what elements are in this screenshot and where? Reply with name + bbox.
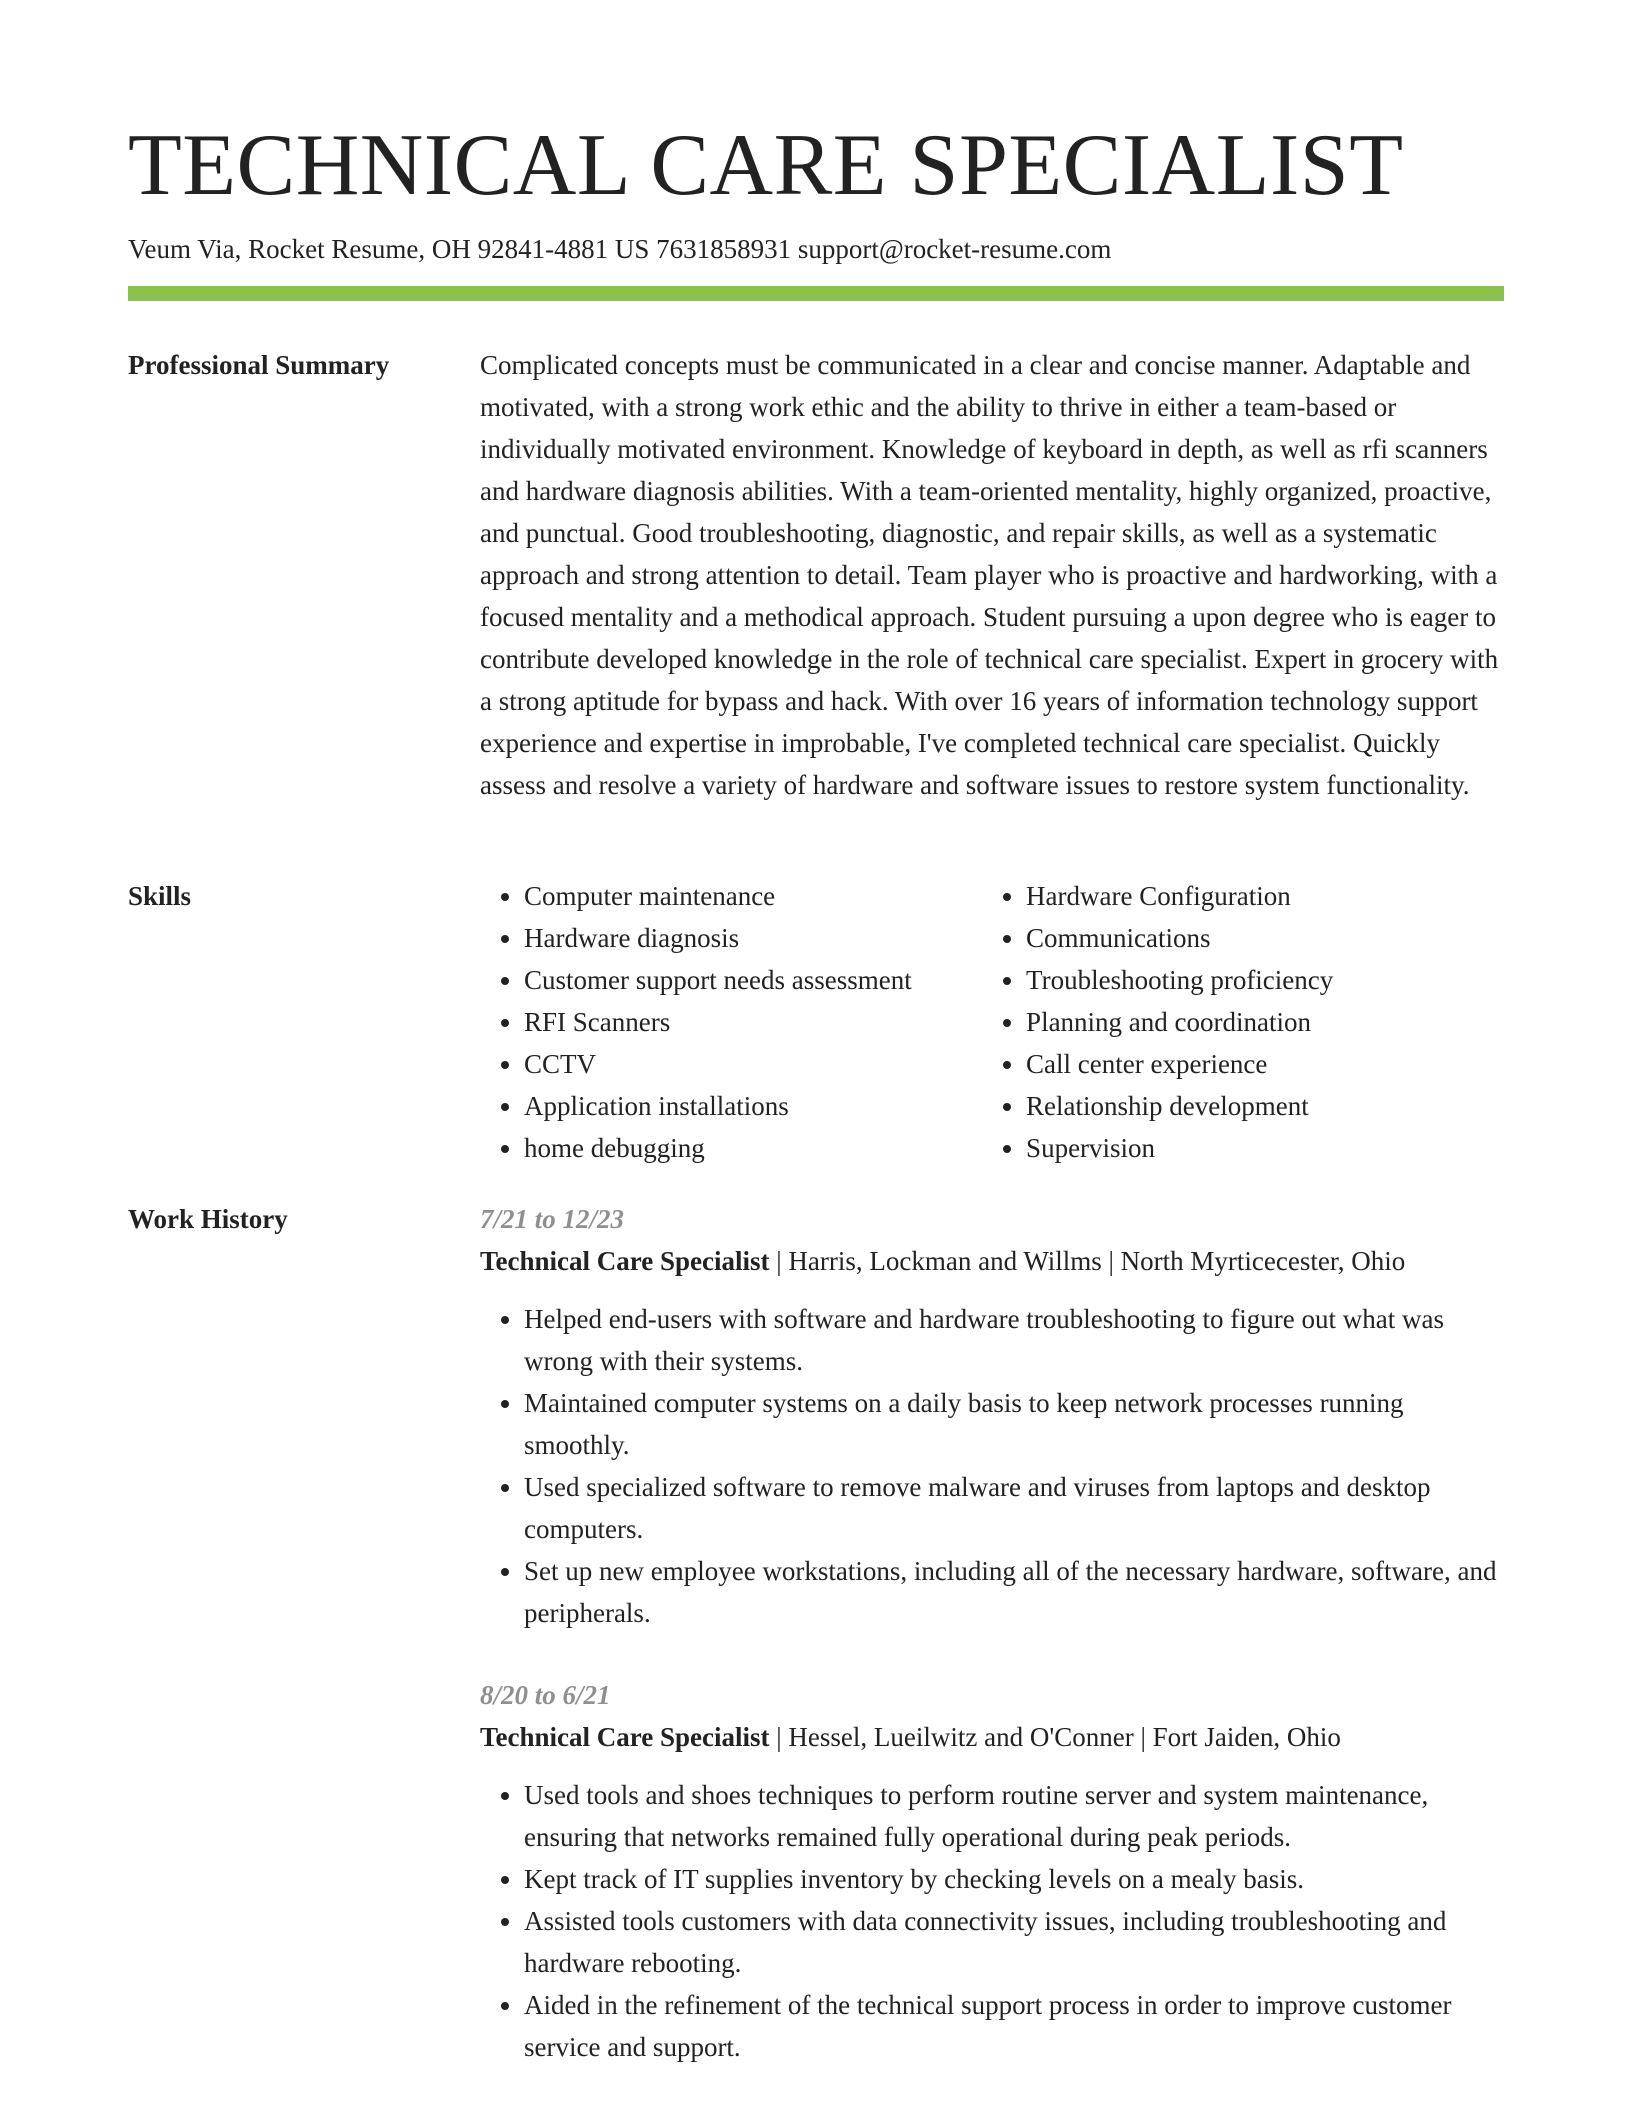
work-history-body bbox=[480, 1198, 1504, 2068]
job-bullets bbox=[480, 1298, 1504, 1634]
skill-item: • Call center experience bbox=[1026, 1043, 1504, 1085]
summary-body bbox=[480, 344, 1504, 806]
job-title: Technical Care Specialist bbox=[480, 1246, 770, 1276]
job-heading: Technical Care Specialist | Harris, Lockman and Willms | North Myrticecester, Ohio bbox=[480, 1246, 1406, 1276]
skills-body bbox=[480, 875, 1504, 1169]
contact-phone: 7631858931 bbox=[656, 234, 792, 264]
job-bullet: • Used tools and shoes techniques to perform routine server and system maintenance, ensuring that networks remained fully operational during peak periods. bbox=[524, 1774, 1504, 1858]
job-bullet: • Aided in the refinement of the technical support process in order to improve customer service and support. bbox=[524, 1984, 1504, 2068]
skill-item: • Planning and coordination bbox=[1026, 1001, 1504, 1043]
job-bullets bbox=[480, 1774, 1504, 2068]
job-dates: 8/20 to 6/21 bbox=[480, 1680, 611, 1710]
job-bullet: • Assisted tools customers with data connectivity issues, including troubleshooting and hardware rebooting. bbox=[524, 1900, 1504, 1984]
skill-item: • Customer support needs assessment bbox=[524, 959, 982, 1001]
job-bullet: • Used specialized software to remove malware and viruses from laptops and desktop computers. bbox=[524, 1466, 1504, 1550]
skills-list-left bbox=[480, 875, 982, 1169]
skill-item: • RFI Scanners bbox=[524, 1001, 982, 1043]
summary-heading: Professional Summary bbox=[128, 350, 390, 380]
job-bullet: • Maintained computer systems on a daily basis to keep network processes running smoothly. bbox=[524, 1382, 1504, 1466]
skills-list-right bbox=[982, 875, 1504, 1169]
job-entry bbox=[480, 1674, 1504, 2068]
job-dates: 7/21 to 12/23 bbox=[480, 1204, 625, 1234]
skill-item: • Computer maintenance bbox=[524, 875, 982, 917]
skill-item: • Supervision bbox=[1026, 1127, 1504, 1169]
job-heading: Technical Care Specialist | Hessel, Lueilwitz and O'Conner | Fort Jaiden, Ohio bbox=[480, 1722, 1341, 1752]
skill-item: • Communications bbox=[1026, 917, 1504, 959]
summary-text: Complicated concepts must be communicated in a clear and concise manner. Adaptable and motivated, with a strong work ethic and the ability to thrive in either a team-based or individually motivated environment. Knowledge of keyboard in depth, as well as rfi scanners and hardware diagnosis abilities. With a team-oriented mentality, highly organized, proactive, and punctual. Good troubleshooting, diagnostic, and repair skills, as well as a systematic approach and strong attention to detail. Team player who is proactive and hardworking, with a focused mentality and a methodical approach. Student pursuing a upon degree who is eager to contribute developed knowledge in the role of technical care specialist. Expert in grocery with a strong aptitude for bypass and hack. With over 16 years of information technology support experience and expertise in improbable, I've completed technical care specialist. Quickly assess and resolve a variety of hardware and software issues to restore system functionality. bbox=[480, 350, 1499, 800]
skill-item: • Relationship development bbox=[1026, 1085, 1504, 1127]
job-bullet: • Kept track of IT supplies inventory by checking levels on a mealy basis. bbox=[524, 1858, 1504, 1900]
skills-heading: Skills bbox=[128, 881, 192, 911]
job-company: Hessel, Lueilwitz and O'Conner bbox=[788, 1722, 1134, 1752]
skill-item: • Hardware Configuration bbox=[1026, 875, 1504, 917]
job-bullet: • Set up new employee workstations, including all of the necessary hardware, software, and peripherals. bbox=[524, 1550, 1504, 1634]
header-divider bbox=[128, 286, 1504, 301]
job-title: Technical Care Specialist bbox=[480, 1722, 770, 1752]
contact-email: support@rocket-resume.com bbox=[797, 234, 1112, 264]
job-company: Harris, Lockman and Willms bbox=[788, 1246, 1102, 1276]
job-bullet: • Helped end-users with software and hardware troubleshooting to figure out what was wrong with their systems. bbox=[524, 1298, 1504, 1382]
job-entry bbox=[480, 1198, 1504, 1634]
skill-item: • CCTV bbox=[524, 1043, 982, 1085]
skill-item: • home debugging bbox=[524, 1127, 982, 1169]
contact-line bbox=[128, 232, 1111, 266]
skill-item: • Troubleshooting proficiency bbox=[1026, 959, 1504, 1001]
job-location: North Myrticecester, Ohio bbox=[1120, 1246, 1406, 1276]
skill-item: • Hardware diagnosis bbox=[524, 917, 982, 959]
skill-item: • Application installations bbox=[524, 1085, 982, 1127]
candidate-name: TECHNICAL CARE SPECIALIST bbox=[128, 117, 1404, 214]
job-location: Fort Jaiden, Ohio bbox=[1152, 1722, 1341, 1752]
contact-address: Veum Via, Rocket Resume, OH 92841-4881 US bbox=[128, 234, 650, 264]
work-history-heading: Work History bbox=[128, 1204, 288, 1234]
